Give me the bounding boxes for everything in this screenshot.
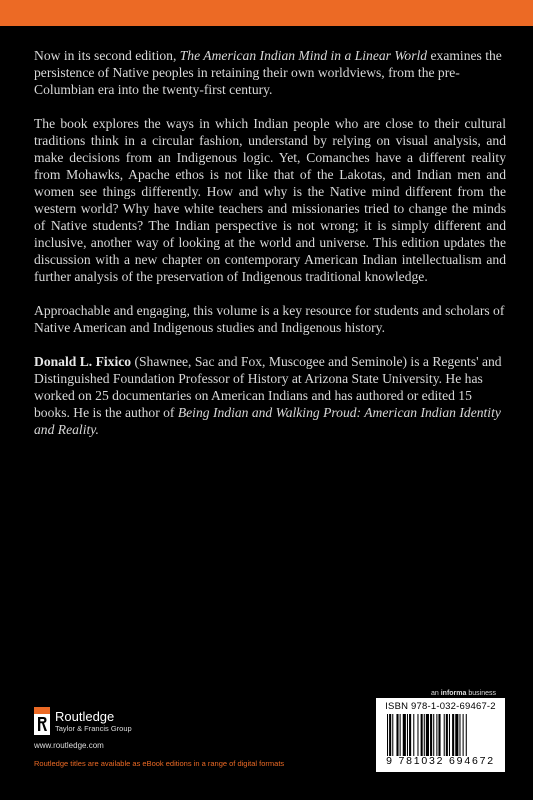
- barcode-bar: [443, 714, 444, 756]
- publisher-logo: [34, 706, 132, 736]
- barcode-bar: [425, 714, 428, 756]
- barcode-bar: [389, 714, 391, 756]
- barcode-bar: [406, 714, 407, 756]
- author-other-book-title: Being Indian and Walking Proud: American Indian Identity and Reality.: [34, 405, 501, 437]
- informa-prefix: an: [431, 690, 441, 697]
- ebook-availability-note: Routledge titles are available as eBook editions in a range of digital formats: [34, 759, 285, 768]
- routledge-logo-icon: [34, 707, 50, 735]
- blurb-paragraph-1: [34, 47, 506, 98]
- blurb-p1-text-start: Now in its second edition,: [34, 48, 180, 63]
- barcode-bar: [436, 714, 437, 756]
- author-bio: [34, 353, 506, 438]
- barcode-bar: [417, 714, 418, 756]
- barcode-bar: [433, 714, 434, 756]
- barcode-digits: 9 781032 694672: [386, 755, 495, 767]
- barcode-bar: [448, 714, 449, 756]
- barcode-bar: [402, 714, 405, 756]
- isbn-barcode: [376, 698, 505, 772]
- barcode-bar: [420, 714, 422, 756]
- barcode-bar: [445, 714, 447, 756]
- barcode-bar: [423, 714, 424, 756]
- barcode-bar: [459, 714, 460, 756]
- blurb-p1-text-end: examines the persistence of Native peoples in retaining their own worldviews, from the pre-Columbian era into the twenty-first century.: [34, 48, 502, 97]
- barcode-bar: [430, 714, 432, 756]
- barcode-bar: [462, 714, 463, 756]
- barcode-bars-icon: [385, 714, 497, 756]
- barcode-bar: [409, 714, 411, 756]
- informa-business-line: [431, 690, 496, 697]
- author-bio-text: (Shawnee, Sac and Fox, Muscogee and Seminole) is a Regents' and Distinguished Foundation Professor of History at Arizona State University. He has worked on 25 documentaries on American Indians and has authored or edited 15 books. He is the author of: [34, 354, 502, 420]
- blurb-paragraph-2: The book explores the ways in which Indian people who are close to their cultural traditions think in a circular fashion, understand by relying on visual analysis, and make decisions from an Indigenous logic. Yet, Comanches have a different reality from Mohawks, Apache ethos is not like that of the Lakotas, and Indian men and women see things differently. How and why is the Native mind different from the western world? Why have white teachers and missionaries tried to change the minds of Native students? The Indian perspective is not wrong; it is simply different and inclusive, another way of looking at the world and universe. This edition updates the discussion with a new chapter on contemporary American Indian intellectualism and further analysis of the preservation of Indigenous traditional knowledge.: [34, 116, 506, 284]
- barcode-bar: [396, 714, 398, 756]
- book-title-italic: The American Indian Mind in a Linear World: [179, 48, 428, 63]
- barcode-bar: [452, 714, 454, 756]
- barcode-bar: [413, 714, 414, 756]
- author-name: Donald L. Fixico: [34, 354, 132, 369]
- isbn-label: ISBN 978-1-032-69467-2: [385, 701, 496, 712]
- blurb-paragraph-3: Approachable and engaging, this volume is a key resource for students and scholars of Native American and Indigenous studies and Indigenous history.: [34, 303, 505, 335]
- publisher-name: Routledge: [55, 708, 115, 724]
- barcode-bar: [387, 714, 388, 756]
- informa-suffix: business: [466, 690, 496, 697]
- barcode-bar: [465, 714, 466, 756]
- back-cover-blurb: [34, 47, 506, 455]
- barcode-bar: [438, 714, 440, 756]
- informa-brand: informa: [440, 690, 467, 697]
- top-color-band: [0, 0, 533, 26]
- barcode-bar: [399, 714, 400, 756]
- publisher-website[interactable]: www.routledge.com: [34, 741, 104, 750]
- publisher-group: Taylor & Francis Group: [55, 723, 132, 733]
- barcode-bar: [455, 714, 458, 756]
- barcode-bar: [392, 714, 393, 756]
